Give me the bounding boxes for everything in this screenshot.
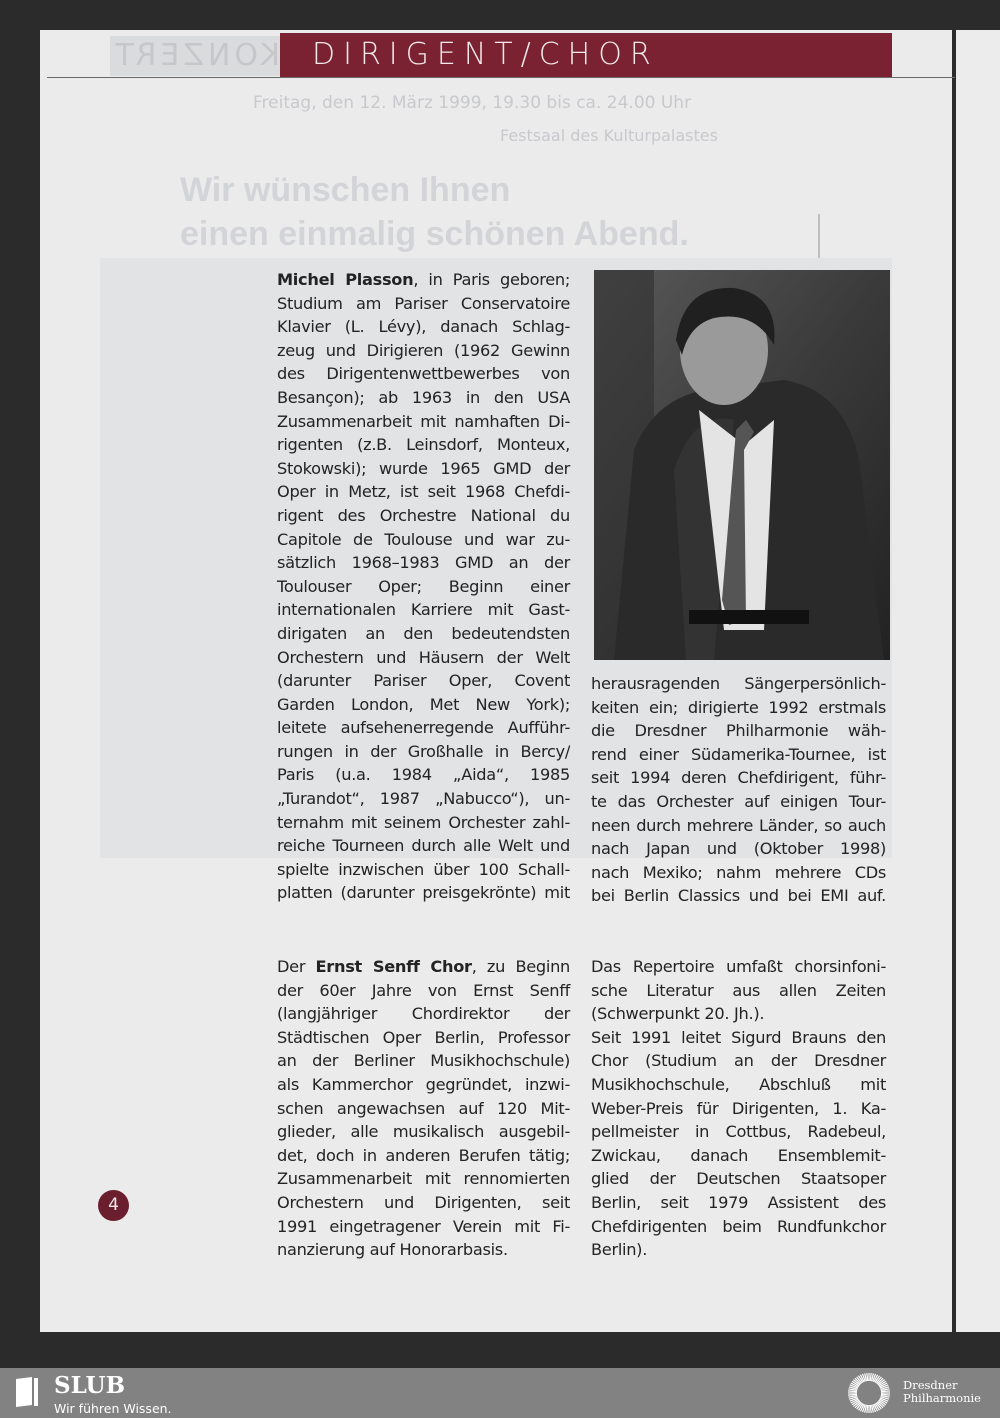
text-line: [277, 1144, 570, 1168]
text-line: [277, 622, 570, 646]
ghost-headline-line: Wir wünschen Ihnen: [180, 171, 511, 209]
plasson-bio-column-1: [277, 268, 570, 905]
text-line: [277, 1215, 570, 1239]
text-fragment: rend einer Südamerika-Tournee, ist: [591, 744, 886, 764]
text-fragment: te das Orchester auf einigen Tour-: [591, 791, 886, 811]
text-fragment: nanzierung auf Honorarbasis.: [277, 1240, 508, 1260]
text-line: [277, 811, 570, 835]
philharmonie-logo-icon: [842, 1371, 896, 1415]
text-line: [277, 979, 570, 1003]
text-fragment: Zwickau, danach Ensemblemit-: [591, 1145, 886, 1165]
section-header-band: [280, 33, 892, 77]
text-line: [277, 1238, 570, 1262]
text-line: [591, 1191, 886, 1215]
text-fragment: Garden London, Met New York);: [277, 694, 570, 714]
text-line: [591, 837, 886, 861]
text-line: [277, 339, 570, 363]
text-fragment: (Schwerpunkt 20. Jh.).: [591, 1004, 765, 1024]
text-line: [591, 1073, 886, 1097]
text-fragment: det, doch in anderen Berufen tätig;: [277, 1145, 570, 1165]
text-line: [591, 672, 886, 696]
text-line: [591, 1049, 886, 1073]
text-line: [277, 881, 570, 905]
text-line: [591, 766, 886, 790]
text-fragment: sätzlich 1968–1983 GMD an der: [277, 553, 570, 573]
text-line: [591, 696, 886, 720]
text-line: [277, 834, 570, 858]
text-line: [277, 1049, 570, 1073]
text-fragment: des Dirigentenwettbewerbes von: [277, 364, 570, 384]
chor-bio-column-2: [591, 955, 886, 1262]
text-fragment: Berlin, seit 1979 Assistent des: [591, 1192, 886, 1212]
portrait-image: [594, 270, 890, 660]
text-fragment: Zusammenarbeit mit rennomierten: [277, 1169, 570, 1189]
text-fragment: Musikhochschule, Abschluß mit: [591, 1074, 886, 1094]
ghost-headline-bleedthrough: [180, 168, 689, 256]
text-line: [591, 814, 886, 838]
text-line: [591, 1120, 886, 1144]
ghost-tab-bleedthrough: KONZERT: [110, 36, 280, 76]
slub-logo-name: SLUB: [54, 1372, 126, 1399]
page-number: 4: [98, 1190, 129, 1221]
text-fragment: Weber-Preis für Dirigenten, 1. Ka-: [591, 1098, 886, 1118]
logo-ray: [870, 1405, 871, 1413]
text-line: [277, 740, 570, 764]
text-fragment: nach Japan und (Oktober 1998): [591, 839, 886, 859]
text-line: [277, 504, 570, 528]
text-fragment: spielte inzwischen über 100 Schall-: [277, 859, 570, 879]
philharmonie-line: Dresdner: [903, 1378, 958, 1392]
logo-ray: [867, 1405, 868, 1413]
text-fragment: dirigaten an den bedeutendsten: [277, 623, 570, 643]
text-line: [591, 979, 886, 1003]
text-fragment: „Turandot“, 1987 „Nabucco“), un-: [277, 789, 570, 809]
text-fragment: pellmeister in Cottbus, Radebeul,: [591, 1122, 886, 1142]
slub-tagline: Wir führen Wissen.: [54, 1401, 172, 1416]
text-fragment: sche Literatur aus allen Zeiten: [591, 980, 886, 1000]
text-fragment: an der Berliner Musikhochschule): [277, 1051, 570, 1071]
text-fragment: 1991 eingetragener Verein mit Fi-: [277, 1216, 570, 1236]
text-line: [277, 1167, 570, 1191]
text-line: [277, 457, 570, 481]
text-line: [277, 787, 570, 811]
logo-ray: [870, 1373, 871, 1381]
text-line: [277, 1002, 570, 1026]
text-fragment: Seit 1991 leitet Sigurd Brauns den: [591, 1027, 886, 1047]
bold-name: Ernst Senff Chor: [315, 957, 472, 976]
text-fragment: der 60er Jahre von Ernst Senff: [277, 980, 570, 1000]
text-fragment: reiche Tourneen durch alle Welt und: [277, 836, 570, 856]
slub-book-icon: [10, 1375, 44, 1409]
text-line: [591, 1002, 886, 1026]
text-fragment: seit 1994 deren Chefdirigent, führ-: [591, 768, 886, 788]
text-fragment: (darunter Pariser Oper, Covent: [277, 671, 570, 691]
text-fragment: internationalen Karriere mit Gast-: [277, 600, 570, 620]
logo-ray: [848, 1391, 857, 1392]
text-line: [277, 1191, 570, 1215]
ghost-date-bleedthrough: Freitag, den 12. März 1999, 19.30 bis ca. 24.00 Uhr: [253, 93, 692, 113]
text-fragment: bei Berlin Classics und bei EMI auf.: [591, 886, 886, 906]
ghost-headline-line: einen einmalig schönen Abend.: [180, 215, 689, 253]
text-fragment: Stokowski); wurde 1965 GMD der: [277, 458, 570, 478]
text-line: [591, 1026, 886, 1050]
header-rule: [47, 77, 955, 78]
text-line: [591, 1144, 886, 1168]
text-line: [277, 1026, 570, 1050]
text-fragment: platten (darunter preisgekrönte) mit: [277, 883, 570, 903]
philharmonie-logo-text: [903, 1379, 981, 1405]
text-fragment: Das Repertoire umfaßt chorsinfoni-: [591, 957, 886, 976]
text-fragment: keiten ein; dirigierte 1992 erstmals: [591, 697, 886, 717]
text-fragment: Orchestern und Häusern der Welt: [277, 647, 570, 667]
text-line: [277, 1097, 570, 1121]
text-fragment: rigenten (z.B. Leinsdorf, Monteux,: [277, 435, 570, 455]
text-fragment: Chefdirigenten beim Rundfunkchor: [591, 1216, 886, 1236]
adjacent-page-edge: [956, 30, 1000, 1332]
text-line: [277, 763, 570, 787]
text-fragment: Paris (u.a. 1984 „Aida“, 1985: [277, 765, 570, 785]
text-fragment: Klavier (L. Lévy), danach Schlag-: [277, 317, 570, 337]
text-fragment: , in Paris geboren;: [413, 270, 570, 289]
text-fragment: (langjähriger Chordirektor der: [277, 1004, 570, 1024]
logo-ray: [881, 1394, 890, 1395]
text-fragment: Besançon); ab 1963 in den USA: [277, 387, 570, 407]
text-line: [277, 646, 570, 670]
text-line: [277, 955, 570, 979]
text-fragment: neen durch mehrere Länder, so auch: [591, 815, 886, 835]
text-fragment: Zusammenarbeit mit namhaften Di-: [277, 411, 570, 431]
text-fragment: Städtischen Oper Berlin, Professor: [277, 1027, 570, 1047]
text-fragment: zeug und Dirigieren (1962 Gewinn: [277, 340, 570, 360]
ghost-venue-bleedthrough: Festsaal des Kulturpalastes: [500, 126, 718, 145]
text-line: [277, 693, 570, 717]
logo-ray: [867, 1373, 868, 1381]
text-line: [591, 1167, 886, 1191]
text-fragment: leitete aufsehenerregende Aufführ-: [277, 718, 570, 738]
text-fragment: schen angewachsen auf 120 Mit-: [277, 1098, 570, 1118]
text-fragment: Toulouser Oper; Beginn einer: [277, 576, 570, 596]
text-line: [277, 598, 570, 622]
text-line: [277, 575, 570, 599]
text-line: [591, 1097, 886, 1121]
text-line: [591, 861, 886, 885]
text-fragment: rigent des Orchestre National du: [277, 505, 570, 525]
logo-ray: [848, 1394, 857, 1395]
text-fragment: rungen in der Großhalle in Bercy/: [277, 741, 570, 761]
text-line: [277, 386, 570, 410]
text-line: [591, 719, 886, 743]
text-fragment: glieder, alle musikalisch ausgebil-: [277, 1122, 570, 1142]
bold-name: Michel Plasson: [277, 270, 414, 289]
text-fragment: nach Mexiko; nahm mehrere CDs: [591, 862, 886, 882]
text-line: [591, 1215, 886, 1239]
text-line: [277, 362, 570, 386]
text-line: [277, 480, 570, 504]
text-line: [591, 1238, 886, 1262]
text-fragment: herausragenden Sängerpersönlich-: [591, 674, 886, 693]
philharmonie-line: Philharmonie: [903, 1391, 981, 1405]
text-line: [591, 790, 886, 814]
text-fragment: Der: [277, 957, 316, 976]
text-line: [277, 858, 570, 882]
text-line: [277, 315, 570, 339]
text-line: [277, 433, 570, 457]
text-line: [277, 551, 570, 575]
text-line: [591, 955, 886, 979]
text-line: [277, 1073, 570, 1097]
plasson-bio-column-2: [591, 672, 886, 908]
text-line: [277, 292, 570, 316]
chor-bio-column-1: [277, 955, 570, 1262]
text-fragment: Orchestern und Dirigenten, seit: [277, 1192, 570, 1212]
text-fragment: ternahm mit seinem Orchester zahl-: [277, 812, 570, 832]
text-fragment: glied der Deutschen Staatsoper: [591, 1169, 886, 1189]
text-line: [277, 410, 570, 434]
text-fragment: , zu Beginn: [471, 957, 571, 976]
text-line: [277, 716, 570, 740]
ghost-divider: [818, 214, 820, 260]
text-line: [277, 669, 570, 693]
text-line: [591, 743, 886, 767]
text-line: [277, 268, 570, 292]
logo-ray: [881, 1391, 890, 1392]
conductor-photo: [594, 270, 890, 660]
footer-bar: [0, 1368, 1000, 1418]
text-fragment: die Dresdner Philharmonie wäh-: [591, 721, 886, 741]
text-fragment: Berlin).: [591, 1240, 648, 1260]
text-line: [591, 884, 886, 908]
text-line: [277, 528, 570, 552]
text-fragment: Studium am Pariser Conservatoire: [277, 293, 570, 313]
section-title: DIRIGENT/CHOR: [312, 37, 659, 72]
text-fragment: Capitole de Toulouse und war zu-: [277, 529, 570, 549]
text-fragment: Chor (Studium an der Dresdner: [591, 1051, 886, 1071]
text-fragment: als Kammerchor gegründet, inzwi-: [277, 1074, 570, 1094]
text-line: [277, 1120, 570, 1144]
text-fragment: Oper in Metz, ist seit 1968 Chefdi-: [277, 482, 570, 502]
